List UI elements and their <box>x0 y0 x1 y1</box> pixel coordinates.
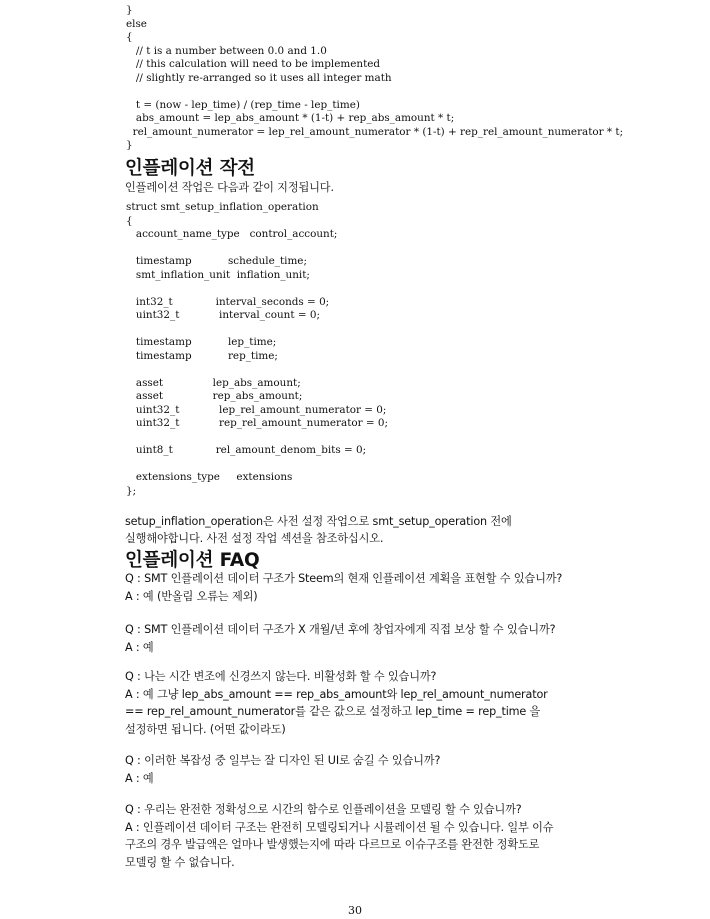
faq-answer: A : 인플레이션 데이터 구조는 완전히 모델링되거나 시뮬레이션 될 수 있습니다. 일부 이슈 <box>125 820 554 834</box>
faq-answer: A : 예 <box>125 640 154 654</box>
faq-question: Q : 나는 시간 변조에 신경쓰지 않는다. 비활성화 할 수 있습니까? <box>125 670 437 683</box>
note-paragraph <box>125 513 565 547</box>
faq-question: Q : SMT 인플레이션 데이터 구조가 X 개월/년 후에 창업자에게 직접 보상 할 수 있습니까? <box>125 623 556 636</box>
heading-faq: 인플레이션 FAQ <box>125 550 260 571</box>
faq-answer: == rep_rel_amount_numerator를 같은 값으로 설정하고 lep_time = rep_time 을 <box>125 705 541 718</box>
page-number: 30 <box>348 904 362 917</box>
intro-paragraph: 인플레이션 작업은 다음과 같이 지정됩니다. <box>125 181 334 194</box>
code-block-interpolation: } else { // t is a number between 0.0 and 1.0 // this calculation will need to be implemented // slightly re-arranged so it uses all integer math t = (now - lep_time) / (rep_time - lep_time) abs_amount = lep_abs_amount * (1-t) + rep_abs_amount * t; rel_amount_numerator = lep_rel_amount_numerator * (1-t) + rep_rel_amount_numerator * t; } <box>126 4 624 151</box>
faq-answer: A : 예 그냥 lep_abs_amount == rep_abs_amount와 lep_rel_amount_numerator <box>125 687 548 701</box>
note-line: 실행해야합니다. 사전 설정 작업 섹션을 참조하십시오. <box>125 532 384 545</box>
heading-inflation-operation: 인플레이션 작전 <box>125 158 255 179</box>
faq-item <box>125 668 595 738</box>
note-line: setup_inflation_operation은 사전 설정 작업으로 smt_setup_operation 전에 <box>125 515 512 528</box>
faq-answer: 모델링 할 수 없습니다. <box>125 855 235 869</box>
faq-item <box>125 801 595 871</box>
faq-item <box>125 570 595 605</box>
code-block-struct: struct smt_setup_inflation_operation { account_name_type control_account; timestamp schedule_time; smt_inflation_unit inflation_unit; int32_t interval_seconds = 0; uint32_t interval_count = 0; timestamp lep_time; timestamp rep_time; asset lep_abs_amount; asset rep_abs_amount; uint32_t lep_rel_amount_numerator = 0; uint32_t rep_rel_amount_numerator = 0; uint8_t rel_amount_denom_bits = 0; extensions_type extensions }; <box>126 201 389 497</box>
faq-question: Q : 이러한 복잡성 중 일부는 잘 디자인 된 UI로 숨길 수 있습니까? <box>125 754 441 767</box>
faq-item <box>125 752 595 787</box>
faq-question: Q : SMT 인플레이션 데이터 구조가 Steem의 현재 인플레이션 계획을 표현할 수 있습니까? <box>125 572 563 585</box>
faq-answer: A : 예 (반올림 오류는 제외) <box>125 589 258 603</box>
faq-answer: 설정하면 됩니다. (어떤 값이라도) <box>125 722 286 736</box>
faq-question: Q : 우리는 완전한 정확성으로 시간의 함수로 인플레이션을 모델링 할 수 있습니까? <box>125 803 522 816</box>
faq-answer: A : 예 <box>125 771 154 785</box>
faq-answer: 구조의 경우 발급액은 얼마나 발생했는지에 따라 다르므로 이슈구조를 완전한 정확도로 <box>125 838 540 851</box>
faq-item <box>125 621 595 656</box>
